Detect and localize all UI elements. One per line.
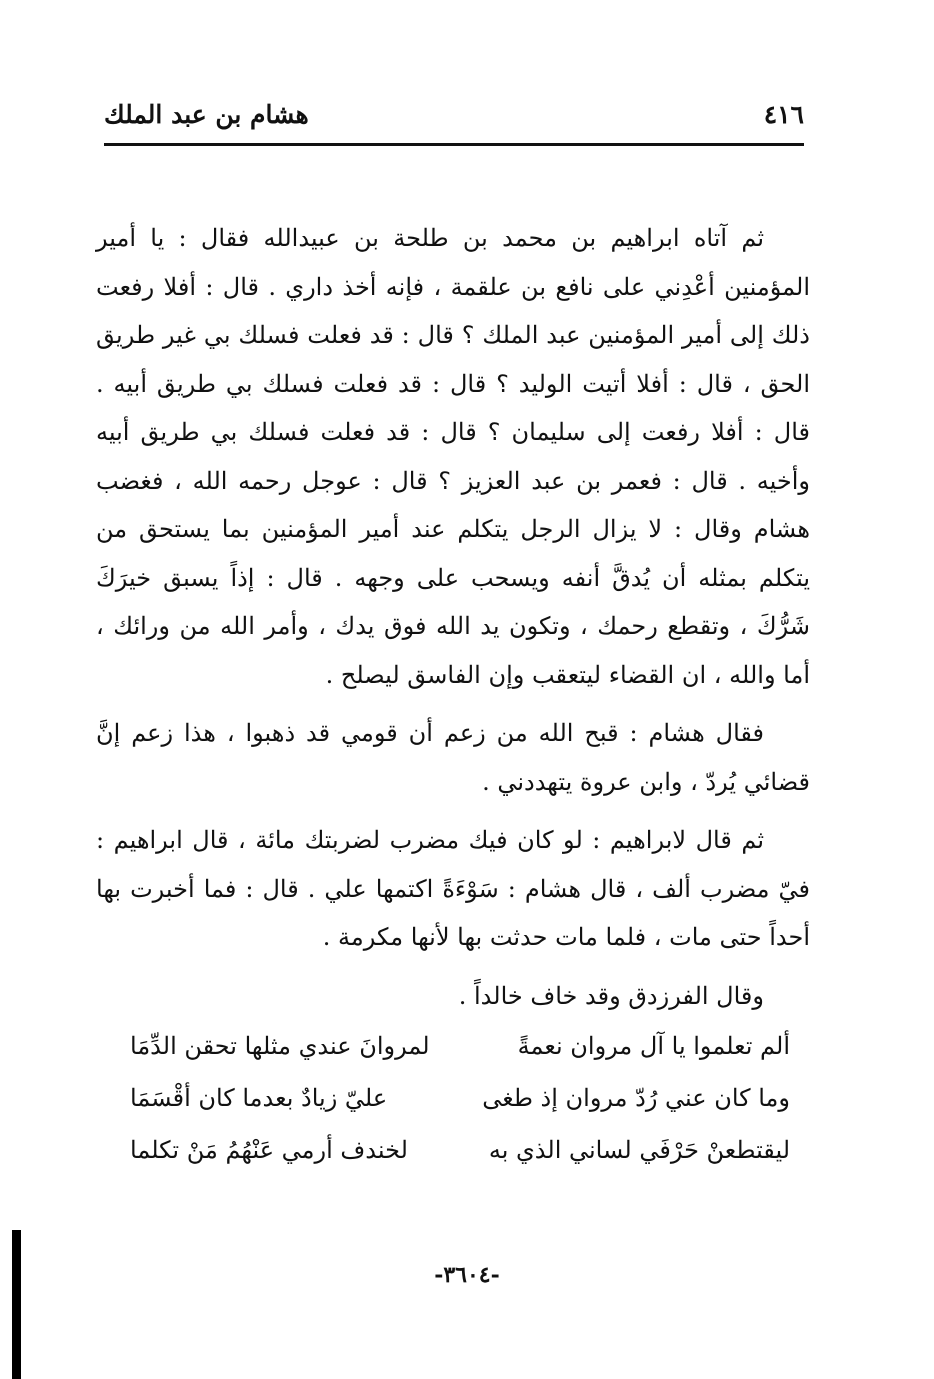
scan-edge-shadow: [12, 1230, 21, 1379]
verse-first-hemistich: ألم تعلموا يا آل مروان نعمةً: [517, 1032, 790, 1060]
verse: [130, 1072, 790, 1124]
verse: [130, 1124, 790, 1176]
footer-page-marker: -٣٦٠٤-: [434, 1262, 500, 1288]
poem: [96, 1020, 810, 1176]
verse: [130, 1020, 790, 1072]
paragraph: ثم آتاه ابراهيم بن محمد بن طلحة بن عبيدالله فقال : يا أمير المؤمنين أعْدِني على نافع بن علقمة ، فإنه أخذ داري . قال : أفلا رفعت ذلك إلى أمير المؤمنين عبد الملك ؟ قال : قد فعلت فسلك بي غير طريق الحق ، قال : أفلا أتيت الوليد ؟ قال : قد فعلت فسلك بي طريق أبيه . قال : أفلا رفعت إلى سليمان ؟ قال : قد فعلت فسلك بي طريق أبيه وأخيه . قال : فعمر بن عبد العزيز ؟ قال : عوجل رحمه الله ، فغضب هشام وقال : لا يزال الرجل يتكلم عند أمير المؤمنين بما يستحق من يتكلم بمثله أن يُدقَّ أنفه ويسحب على وجهه . قال : إذاً يسبق خيرَكَ شَرُّكَ ، وتقطع رحمك ، وتكون يد الله فوق يدك ، وأمر الله من ورائك ، أما والله ، ان القضاء ليتعقب وإن الفاسق ليصلح .: [96, 224, 810, 689]
poem-intro: وقال الفرزدق وقد خاف خالداً .: [458, 981, 764, 1010]
verse-first-hemistich: ليقتطعنْ حَرْفَي لساني الذي به: [488, 1136, 790, 1164]
verse-first-hemistich: وما كان عني رُدّ مروان إذ طغى: [482, 1084, 790, 1112]
paragraph: فقال هشام : قبح الله من زعم أن قومي قد ذهبوا ، هذا زعم إنَّ قضائي يُردّ ، وابن عروة يتهددني .: [96, 719, 810, 796]
page-footer: [0, 1262, 934, 1288]
verse-second-hemistich: لمروانَ عندي مثلها تحقن الدِّمَا: [130, 1032, 430, 1060]
running-title: هشام بن عبد الملك: [104, 100, 309, 129]
page-header: [104, 100, 804, 140]
header-rule: [104, 143, 804, 146]
page-number: ٤١٦: [763, 100, 804, 129]
verse-second-hemistich: عليّ زيادٌ بعدما كان أقْسَمَا: [130, 1084, 388, 1112]
body-text: [96, 214, 810, 1176]
paragraph: ثم قال لابراهيم : لو كان فيك مضرب لضربتك مائة ، قال ابراهيم : فيّ مضرب ألف ، قال هشام : سَوْءَةً اكتمها علي . قال : فما أخبرت بها أحداً حتى مات ، فلما مات حدثت بها لأنها مكرمة .: [96, 826, 810, 951]
verse-second-hemistich: لخندف أرمي عَنْهُمُ مَنْ تكلما: [130, 1136, 408, 1164]
